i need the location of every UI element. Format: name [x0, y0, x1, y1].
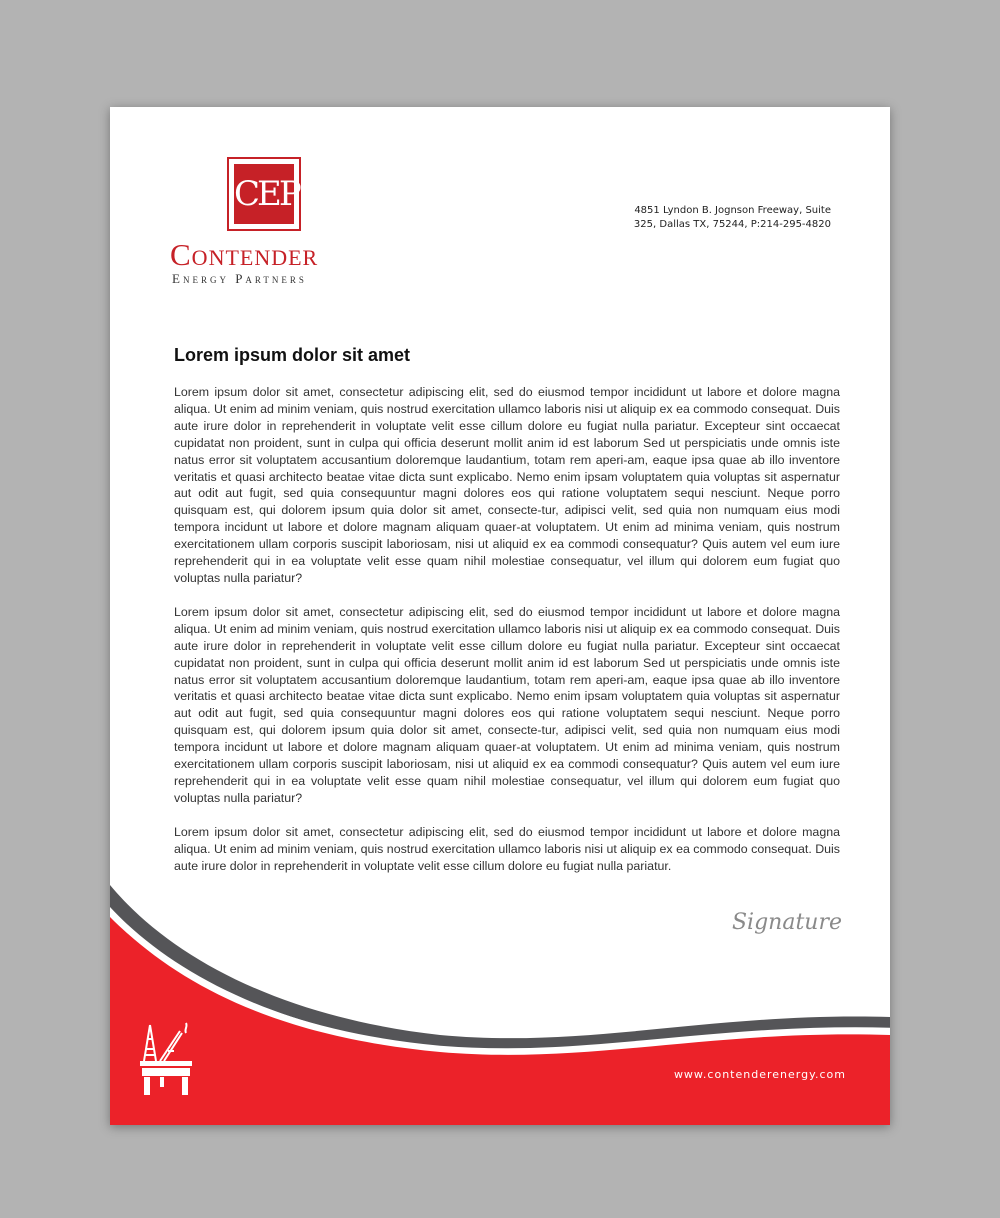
logo-monogram: CEP — [234, 164, 294, 224]
signature: Signature — [731, 910, 842, 935]
letterhead-page — [110, 107, 890, 1125]
body-paragraph: Lorem ipsum dolor sit amet, consectetur adipiscing elit, sed do eiusmod tempor incididunt ut labore et dolore magna aliqua. Ut enim ad minim veniam, quis nostrud exercitation ullamco laboris nisi ut aliquip ex ea commodo consequat. Duis aute irure dolor in reprehenderit in voluptate velit esse cillum dolore eu fugiat nulla pariatur. Excepteur sint occaecat cupidatat non proident, sunt in culpa qui officia deserunt mollit anim id est laborum Sed ut perspiciatis unde omnis iste natus error sit voluptatem accusantium doloremque laudantium, totam rem aperi-am, eaque ipsa quae ab illo inventore veritatis et quasi architecto beatae vitae dicta sunt explicabo. Nemo enim ipsam voluptatem quia voluptas sit aspernatur aut odit aut fugit, sed quia consequuntur magni dolores eos qui ratione voluptatem sequi nesciunt. Neque porro quisquam est, qui dolorem ipsum quia dolor sit amet, consecte-tur, adipisci velit, sed quia non numquam eius modi tempora incidunt ut labore et dolore magnam aliquam quaer-at voluptatem. Ut enim ad minima veniam, quis nostrum exercitationem ullam corporis suscipit laboriosam, nisi ut aliquid ex ea commodi consequatur? Quis autem vel eum iure reprehenderit qui in ea voluptate velit esse quam nihil molestiae consequatur, vel illum qui dolorem eum fugiat quo voluptas nulla pariatur? — [174, 385, 840, 585]
logo-company-name: Contender — [170, 237, 319, 272]
body-paragraph: Lorem ipsum dolor sit amet, consectetur adipiscing elit, sed do eiusmod tempor incididunt ut labore et dolore magna aliqua. Ut enim ad minim veniam, quis nostrud exercitation ullamco laboris nisi ut aliquip ex ea commodo consequat. Duis aute irure dolor in reprehenderit in voluptate velit esse cillum dolore eu fugiat nulla pariatur. Excepteur sint occaecat cupidatat non proident, sunt in culpa qui officia deserunt mollit anim id est laborum Sed ut perspiciatis unde omnis iste natus error sit voluptatem accusantium doloremque laudantium, totam rem aperi-am, eaque ipsa quae ab illo inventore veritatis et quasi architecto beatae vitae dicta sunt explicabo. Nemo enim ipsam voluptatem quia voluptas sit aspernatur aut odit aut fugit, sed quia consequuntur magni dolores eos qui ratione voluptatem sequi nesciunt. Neque porro quisquam est, qui dolorem ipsum quia dolor sit amet, consecte-tur, adipisci velit, sed quia non numquam eius modi tempora incidunt ut labore et dolore magnam aliquam quaer-at voluptatem. Ut enim ad minima veniam, quis nostrum exercitationem ullam corporis suscipit laboriosam, nisi ut aliquid ex ea commodi consequatur? Quis autem vel eum iure reprehenderit qui in ea voluptate velit esse quam nihil molestiae consequatur, vel illum qui dolorem eum fugiat quo voluptas nulla pariatur? — [174, 604, 840, 805]
address-line-2: 325, Dallas TX, 75244, P:214-295-4820 — [633, 219, 831, 230]
address-line-1: 4851 Lyndon B. Jognson Freeway, Suite — [634, 205, 831, 216]
footer-wave — [110, 107, 890, 1125]
body-paragraph: Lorem ipsum dolor sit amet, consectetur adipiscing elit, sed do eiusmod tempor incididunt ut labore et dolore magna aliqua. Ut enim ad minim veniam, quis nostrud exercitation ullamco laboris nisi ut aliquip ex ea commodo consequat. Duis aute irure dolor in reprehenderit in voluptate velit esse cillum dolore eu fugiat nulla pariatur. — [174, 824, 840, 873]
oil-rig-icon — [138, 1021, 194, 1097]
letter-heading: Lorem ipsum dolor sit amet — [174, 345, 411, 365]
website-link[interactable]: www.contenderenergy.com — [673, 1068, 846, 1081]
logo-tagline: Energy Partners — [172, 271, 307, 286]
